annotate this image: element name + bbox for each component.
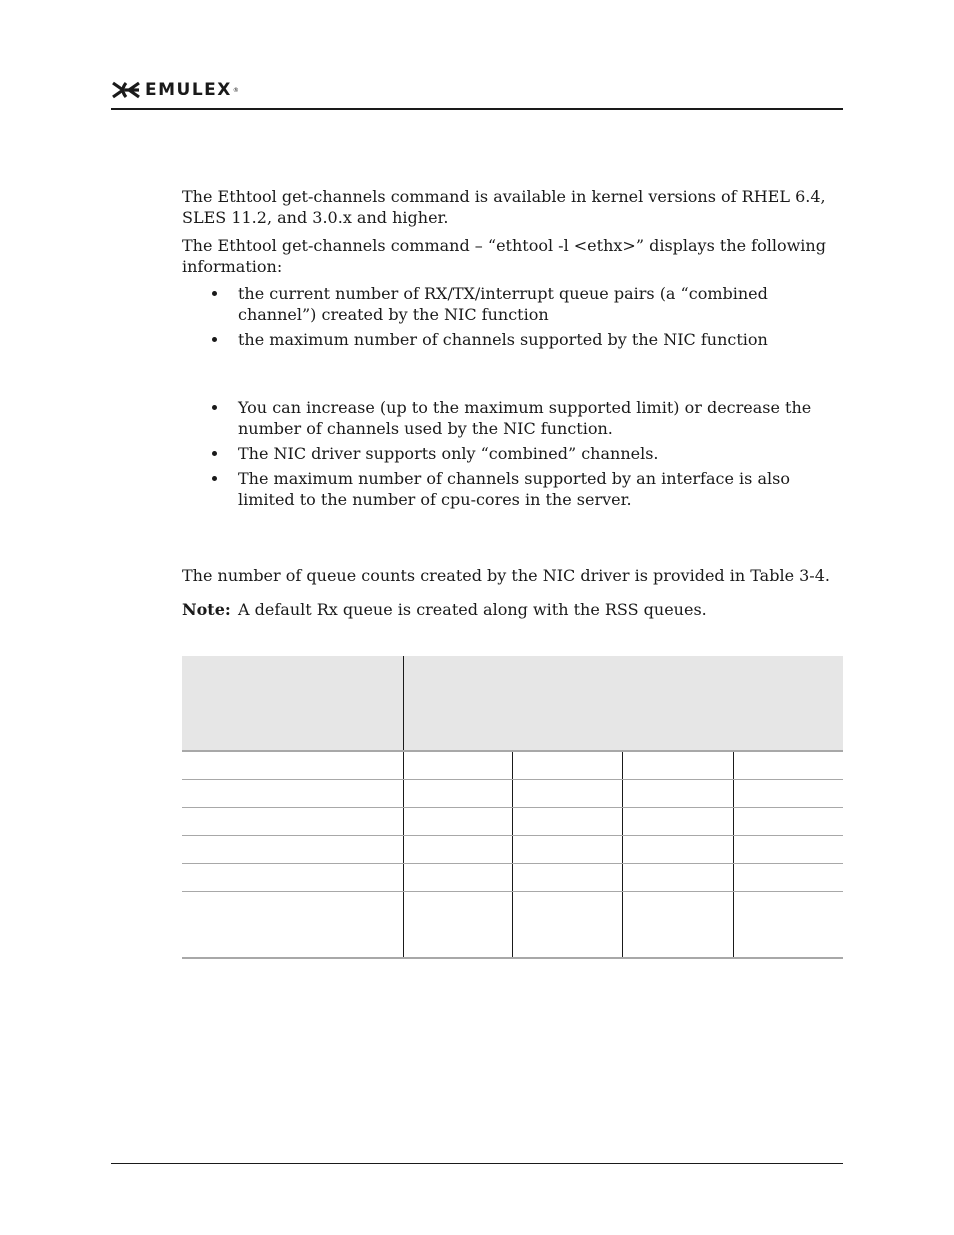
list-item: You can increase (up to the maximum supported limit) or decrease the number of channels used by the NIC function.	[182, 397, 842, 439]
list-item: the maximum number of channels supported by the NIC function	[182, 329, 842, 350]
queue-count-paragraph: The number of queue counts created by the NIC driver is provided in Table 3-4.	[182, 566, 830, 585]
emulex-logo	[111, 80, 239, 100]
channel-notes-list	[182, 397, 842, 514]
logo-wordmark: EMULEX	[145, 80, 232, 100]
queue-count-table	[182, 656, 843, 959]
logo-trademark: ®	[232, 86, 239, 94]
header-rule	[111, 108, 843, 110]
note-label: Note:	[182, 600, 231, 619]
table-row	[182, 864, 843, 892]
intro-paragraph: The Ethtool get-channels command is available in kernel versions of RHEL 6.4, SLES 11.2, and 3.0.x and higher.	[182, 187, 826, 227]
footer-rule	[111, 1163, 843, 1164]
bullet-icon	[212, 476, 217, 481]
list-item: the current number of RX/TX/interrupt queue pairs (a “combined channel”) created by the NIC function	[182, 283, 842, 325]
table-row	[182, 752, 843, 780]
channel-info-list	[182, 283, 842, 354]
table-row	[182, 836, 843, 864]
list-item: The maximum number of channels supported by an interface is also limited to the number of cpu-cores in the server.	[182, 468, 842, 510]
emulex-logo-icon	[111, 80, 141, 100]
bullet-icon	[212, 405, 217, 410]
get-channels-paragraph: The Ethtool get-channels command – “ethtool -l <ethx>” displays the following information:	[182, 236, 826, 276]
table-row	[182, 780, 843, 808]
table-row	[182, 892, 843, 959]
note	[182, 599, 837, 620]
bullet-icon	[212, 451, 217, 456]
note-text: A default Rx queue is created along with the RSS queues.	[238, 600, 707, 619]
table-row	[182, 808, 843, 836]
table-header	[182, 656, 843, 752]
bullet-icon	[212, 337, 217, 342]
list-item: The NIC driver supports only “combined” channels.	[182, 443, 842, 464]
bullet-icon	[212, 291, 217, 296]
